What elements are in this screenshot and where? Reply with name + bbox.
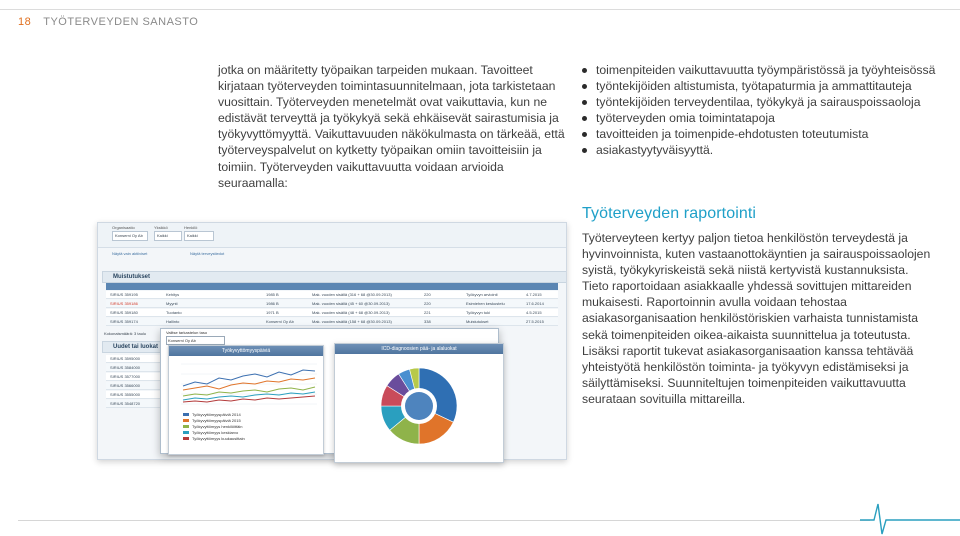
table-row[interactable]: [106, 309, 558, 317]
table-row[interactable]: [106, 300, 558, 308]
table-row[interactable]: [106, 318, 558, 326]
heartbeat-icon: [860, 500, 960, 536]
cell-num: 220: [424, 301, 431, 306]
unit-label: Yksikkö: [154, 225, 168, 230]
cell-status: Työkyvyn tuki: [466, 310, 491, 315]
cell-id: SIRIUS 359180: [110, 310, 138, 315]
cell-type: 1986 B: [266, 301, 279, 306]
page-number: 18: [18, 16, 32, 28]
line-chart-panel: [168, 345, 324, 455]
cell-status: Muistutukset: [466, 319, 489, 324]
list-item[interactable]: [106, 382, 166, 390]
cell-date: 27.5.2015: [526, 319, 544, 324]
page-header: [18, 14, 198, 30]
list-item[interactable]: [106, 355, 166, 363]
cell-date: 4.5.2015: [526, 310, 542, 315]
top-rule: [0, 9, 960, 10]
legend-swatch: [183, 437, 189, 440]
side-count-label: Kokonaismäärä: 3 taulu: [104, 331, 147, 336]
level-selector: [166, 330, 226, 344]
grid-header: [106, 283, 558, 290]
legend-label: Työkyvyttömyys kuukausittain: [192, 436, 245, 441]
cell-num: 338: [424, 319, 431, 324]
pie-inner-ring: [405, 392, 433, 420]
cell-type: 1985 B: [266, 292, 279, 297]
bullet-item: asiakastyytyväisyyttä.: [582, 142, 942, 158]
cell-num: 220: [424, 292, 431, 297]
list-item[interactable]: [106, 364, 166, 372]
unit-select[interactable]: Kaikki: [154, 231, 182, 241]
series-line: [183, 392, 315, 400]
cell-desc: Mak. vuoden sisällä (158 + 68 @30.09.2013): [312, 319, 392, 324]
list-item[interactable]: [106, 400, 166, 408]
list-item-label: SIRIUS 3548720: [110, 401, 141, 406]
cell-type: 1971 B: [266, 310, 279, 315]
person-select[interactable]: Kaikki: [184, 231, 214, 241]
cell-desc: Mak. vuoden sisällä (48 + 68 @30.09.2013): [312, 310, 390, 315]
legend-label: Työkyvyttömyyspäiviä 2015: [192, 418, 241, 423]
checkbox-health[interactable]: Näytä terveystiedot: [190, 251, 225, 256]
cell-num: 221: [424, 310, 431, 315]
org-select[interactable]: Konserni Oy Ab: [112, 231, 148, 241]
legend-swatch: [183, 413, 189, 416]
list-item-label: SIRIUS 3566000: [110, 383, 141, 388]
level-selector-field[interactable]: Konserni Oy Ab: [166, 336, 225, 345]
table-row[interactable]: [106, 291, 558, 299]
series-line: [183, 387, 315, 396]
list-item[interactable]: [106, 373, 166, 381]
bullet-list: [582, 62, 942, 159]
checkbox-active[interactable]: Näytä vain aktiiviset: [112, 251, 148, 256]
cell-status: Esimiehen keskustelu: [466, 301, 505, 306]
filter-bar: [98, 223, 566, 248]
level-selector-label: Valitse tarkastelun taso: [166, 330, 208, 335]
line-chart: [169, 356, 323, 454]
legend-label: Työkyvyttömyys henkilöittäin: [192, 424, 243, 429]
person-label: Henkilö: [184, 225, 198, 230]
effectiveness-list: [582, 62, 942, 159]
section-title: TYÖTERVEYDEN SANASTO: [43, 16, 199, 28]
cell-date: 17.6.2014: [526, 301, 544, 306]
legend-label: Työkyvyttömyyspäiviä 2014: [192, 412, 241, 417]
list-item-label: SIRIUS 3595000: [110, 356, 141, 361]
cell-status: Työkyvyn arviointi: [466, 292, 498, 297]
list-item-label: SIRIUS 3584000: [110, 365, 141, 370]
pie-chart-panel: [334, 343, 504, 463]
cell-dept: Tuotanto: [166, 310, 182, 315]
intro-paragraph: jotka on määritetty työpaikan tarpeiden mukaan. Tavoitteet kirjataan työterveyden toimintasuunnitelmaan, jota tarkistetaan vuosittain. Työterveyden menetelmät ovat vaikuttavia, kun ne edistävät terveyttä ja työkykyä sekä ehkäisevät sairastumisia ja työkyvyttömyyttä. Vaikuttavuuden näkökulmasta on tärkeää, että työterveyspalvelut on kytketty työpaikan omiin tavoitteisiin ja toimiin. Työterveyden vaikuttavuutta voidaan arvioida seuraamalla:: [218, 63, 565, 190]
cell-desc: Mak. vuoden sisällä (316 + 68 @30.09.2013): [312, 292, 392, 297]
cell-id: SIRIUS 359186: [110, 301, 138, 306]
cell-dept: Kehitys: [166, 292, 180, 297]
cell-id: SIRIUS 359195: [110, 292, 138, 297]
bullet-item: tavoitteiden ja toimenpide-ehdotusten toteutumista: [582, 126, 942, 142]
cell-dept: Hallinto: [166, 319, 180, 324]
legend-swatch: [183, 431, 189, 434]
org-label: Organisaatio: [112, 225, 135, 230]
list-item-label: SIRIUS 3577000: [110, 374, 141, 379]
reporting-heading: Työterveyden raportointi: [582, 205, 757, 222]
bullet-item: toimenpiteiden vaikuttavuutta työympäristössä ja työyhteisössä: [582, 62, 942, 78]
bottom-rule: [18, 520, 870, 521]
line-chart-title: Työkyvyttömyyspäiviä: [169, 346, 323, 356]
bullet-item: työterveyden omia toimintatapoja: [582, 110, 942, 126]
legend-label: Työkyvyttömyys keskiarvo: [192, 430, 239, 435]
pie-chart: [335, 354, 503, 462]
bullet-item: työntekijöiden terveydentilaa, työkykyä ja sairauspoissaoloja: [582, 94, 942, 110]
panel-new-title[interactable]: Uudet tai luokat: [102, 341, 174, 353]
legend-swatch: [183, 425, 189, 428]
cell-desc: Mak. vuoden sisällä (45 + 60 @30.09.2013): [312, 301, 390, 306]
panel-reminders-title[interactable]: Muistutukset: [102, 271, 567, 283]
legend-swatch: [183, 419, 189, 422]
pie-chart-title: ICD-diagnoosien pää- ja alaluokat: [335, 344, 503, 354]
list-item[interactable]: [106, 391, 166, 399]
cell-date: 4.7.2015: [526, 292, 542, 297]
cell-type: Konserni Oy Ab: [266, 319, 294, 324]
list-item-label: SIRIUS 3555000: [110, 392, 141, 397]
bullet-item: työntekijöiden altistumista, työtapaturmia ja ammattitauteja: [582, 78, 942, 94]
cell-dept: Myynti: [166, 301, 178, 306]
cell-id: SIRIUS 359174: [110, 319, 138, 324]
reporting-paragraph: Työterveyteen kertyy paljon tietoa henkilöstön terveydestä ja hyvinvoinnista, kuten vastaanottokäyntien ja sairauspoissaolojen syistä, työkykyriskeistä sekä niistä kertyvistä kustannuksista. Tieto raportoidaan asiakkaalle yhdessä sovittujen mittareiden mukaisesti. Raportoinnin avulla voidaan tehostaa asiakasorganisaation henkilöstöriskien varhaista tunnistamista sekä toimenpiteiden oikea-aikaista suunnittelua ja toteutusta. Lisäksi raportit tukevat asiakasorganisaation kanssa tehtävää yhteistyötä henkilöstön toiminta- ja työkyvyn edistämiseksi ja säilyttämiseksi. Suunniteltujen toimenpiteiden vaikuttavuutta seurataan sovituilla mittareilla.: [582, 231, 931, 406]
